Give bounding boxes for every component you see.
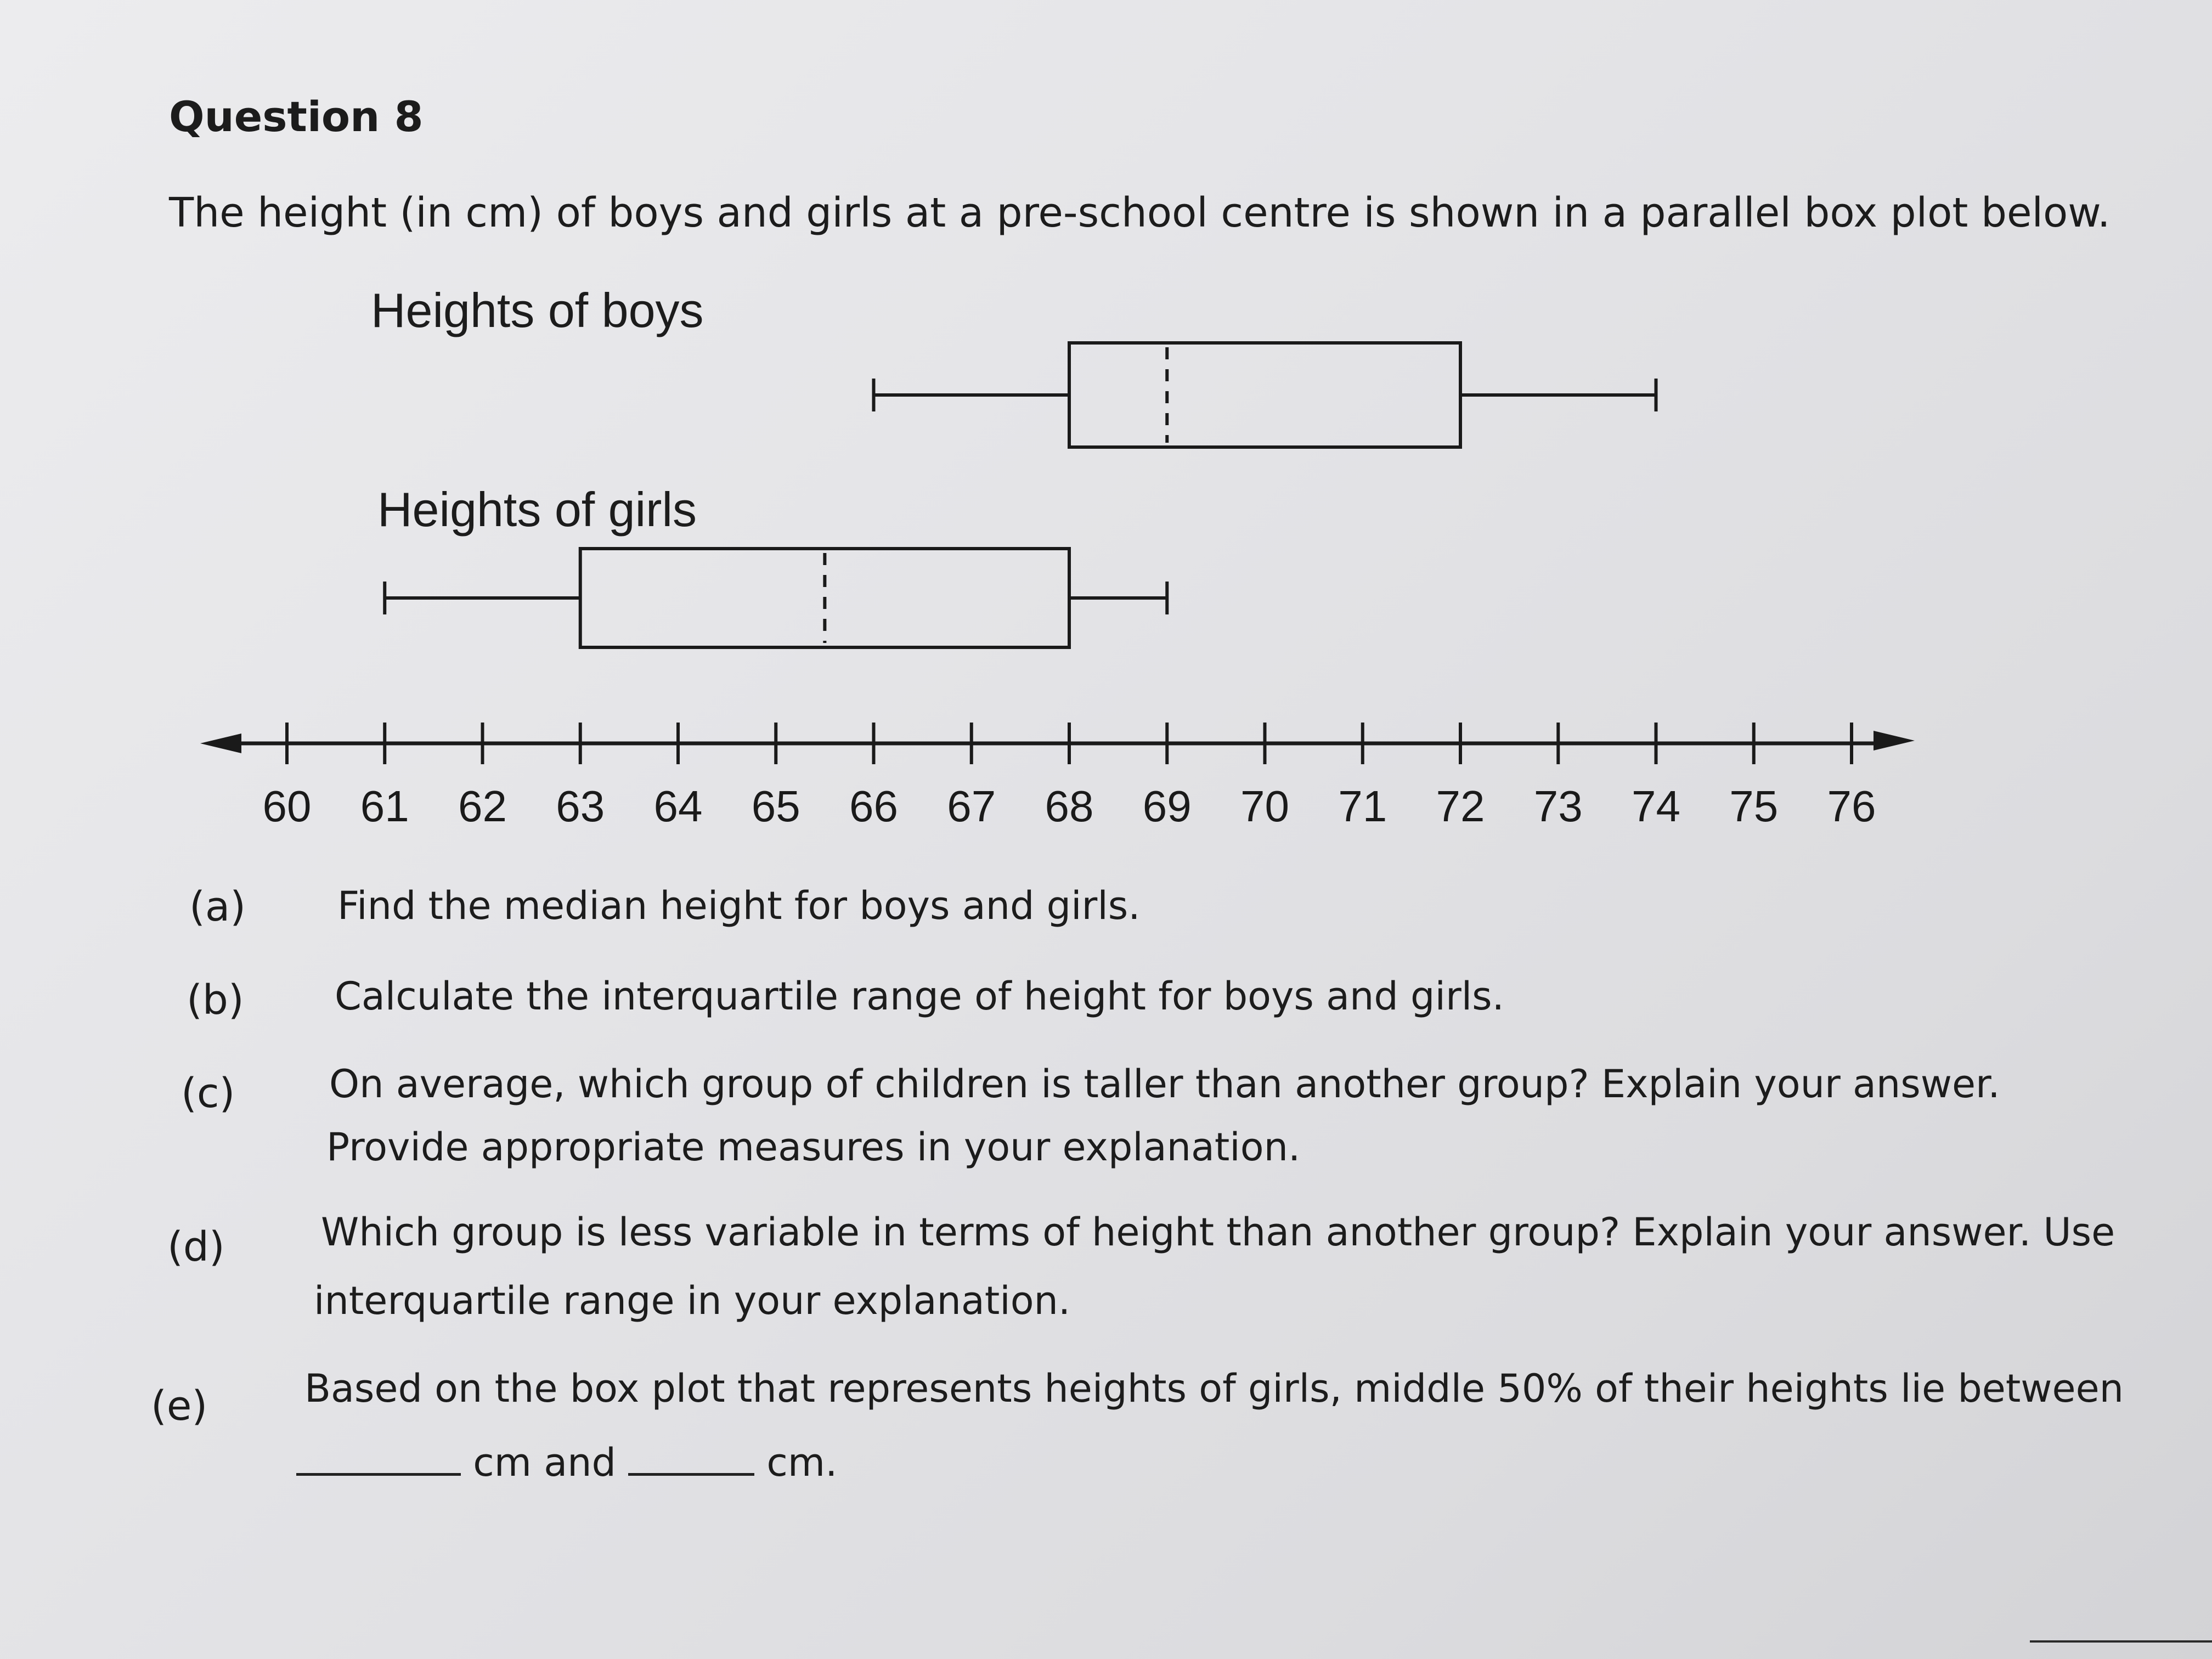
fill-in-unit-1: cm and xyxy=(473,1440,616,1485)
part-a-letter: (a) xyxy=(189,883,246,930)
axis-tick-label: 64 xyxy=(653,782,703,831)
answer-blank-lower[interactable] xyxy=(296,1468,461,1476)
part-e-fill-in xyxy=(296,1440,837,1485)
axis-tick-label: 71 xyxy=(1338,782,1387,831)
axis-tick-label: 66 xyxy=(849,782,898,831)
axis-tick-label: 74 xyxy=(1632,782,1680,831)
axis-tick-label: 75 xyxy=(1729,782,1779,831)
axis-tick-label: 63 xyxy=(556,782,605,831)
axis-tick-label: 60 xyxy=(262,782,312,831)
part-c-text-line2: Provide appropriate measures in your explanation. xyxy=(326,1125,1301,1170)
part-e-letter: (e) xyxy=(151,1383,208,1430)
boys-plot-label: Heights of boys xyxy=(371,283,704,337)
question-intro: The height (in cm) of boys and girls at a pre-school centre is shown in a parallel box plot below. xyxy=(169,189,2111,236)
part-b-text: Calculate the interquartile range of height for boys and girls. xyxy=(335,974,1504,1019)
part-d-text-line1: Which group is less variable in terms of height than another group? Explain your answer. Use xyxy=(321,1210,2115,1255)
part-a-text: Find the median height for boys and girls. xyxy=(337,883,1141,928)
part-c-letter: (c) xyxy=(181,1070,235,1117)
axis-left-arrow xyxy=(200,733,241,753)
axis-tick-label: 67 xyxy=(947,782,996,831)
axis-tick-label: 69 xyxy=(1142,782,1192,831)
axis-tick-label: 76 xyxy=(1827,782,1876,831)
axis-tick-label: 62 xyxy=(458,782,507,831)
axis-tick-label: 65 xyxy=(751,782,800,831)
part-d-letter: (d) xyxy=(167,1223,225,1271)
axis-tick-label: 70 xyxy=(1240,782,1289,831)
part-c-text-line1: On average, which group of children is taller than another group? Explain your answer. xyxy=(329,1062,2000,1107)
part-e-text: Based on the box plot that represents heights of girls, middle 50% of their heights lie between xyxy=(304,1366,2124,1411)
fill-in-unit-2: cm. xyxy=(766,1440,838,1485)
question-title: Question 8 xyxy=(169,92,424,141)
part-b-letter: (b) xyxy=(187,977,244,1024)
axis-tick-label: 68 xyxy=(1045,782,1094,831)
axis-tick-label: 72 xyxy=(1436,782,1485,831)
answer-blank-upper[interactable] xyxy=(628,1468,754,1476)
girls-plot-label: Heights of girls xyxy=(377,482,697,537)
part-d-text-line2: interquartile range in your explanation. xyxy=(314,1278,1071,1323)
boys-box xyxy=(1069,343,1460,447)
axis-tick-label: 61 xyxy=(360,782,409,831)
axis-right-arrow xyxy=(1874,731,1915,751)
axis-tick-label: 73 xyxy=(1533,782,1583,831)
page-edge-line xyxy=(2030,1640,2212,1643)
